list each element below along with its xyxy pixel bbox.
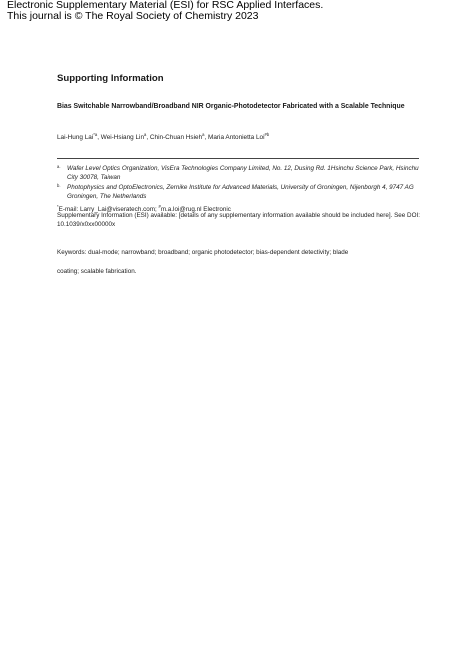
esi-header [7, 0, 323, 22]
keywords-line-1: Keywords: dual-mode; narrowband; broadband; organic photodetector; bias-dependent detectivity; blade [57, 249, 349, 256]
affiliation-text: Wafer Level Optics Organization, VisEra Technologies Company Limited, No. 12, Dusing Rd. 1Hsinchu Science Park, Hsinchu City 30078, Taiwan [67, 165, 419, 182]
author-separator: , [146, 134, 150, 141]
author-affiliation-mark: *a [93, 132, 98, 137]
page-title: Supporting Information [57, 73, 164, 84]
esi-header-line-2: This journal is © The Royal Society of Chemistry 2023 [7, 10, 259, 22]
esi-header-line-1: Electronic Supplementary Material (ESI) for RSC Applied Interfaces. [7, 0, 324, 11]
author-name: Chin-Chuan Hsieh [149, 134, 203, 141]
affiliation-mark: a. [57, 164, 61, 169]
esi-info: Supplementary Information (ESI) available: [details of any supplementary information available should be included here]. See DOI: 10.1039/x0xx00000x [57, 212, 420, 229]
paper-title: Bias Switchable Narrowband/Broadband NIR Organic-Photodetector Fabricated with a Scalable Technique [57, 103, 405, 110]
affiliation-a [57, 164, 422, 183]
author-separator: , [204, 134, 209, 141]
email-text-2: m.a.loi@rug.nl Electronic [160, 206, 231, 213]
corresponding-mark: * [57, 204, 59, 209]
author-affiliation-mark: a [144, 132, 147, 137]
author-name: Maria Antonietta Loi [208, 134, 265, 141]
corresponding-mark: # [158, 204, 161, 209]
affiliation-b [57, 183, 422, 202]
author-list [57, 130, 422, 142]
author-name: Lai-Hung Lai [57, 134, 94, 141]
email-text-1: E-mail: Larry_Lai@viseratech.com; [58, 206, 159, 213]
section-divider [57, 158, 419, 159]
author-affiliation-mark: a [202, 132, 205, 137]
author-name: Wei-Hsiang Lin [100, 134, 144, 141]
author-affiliation-mark: #b [264, 132, 270, 137]
keywords-line-2: coating; scalable fabrication. [57, 268, 137, 275]
affiliation-mark: b. [57, 183, 61, 188]
author-separator: , [97, 134, 101, 141]
affiliation-text: Photophysics and OptoElectronics, Zernike Institute for Advanced Materials, University of Groningen, Nijenborgh 4, 9747 AG Groningen, The Netherlands [67, 184, 414, 201]
